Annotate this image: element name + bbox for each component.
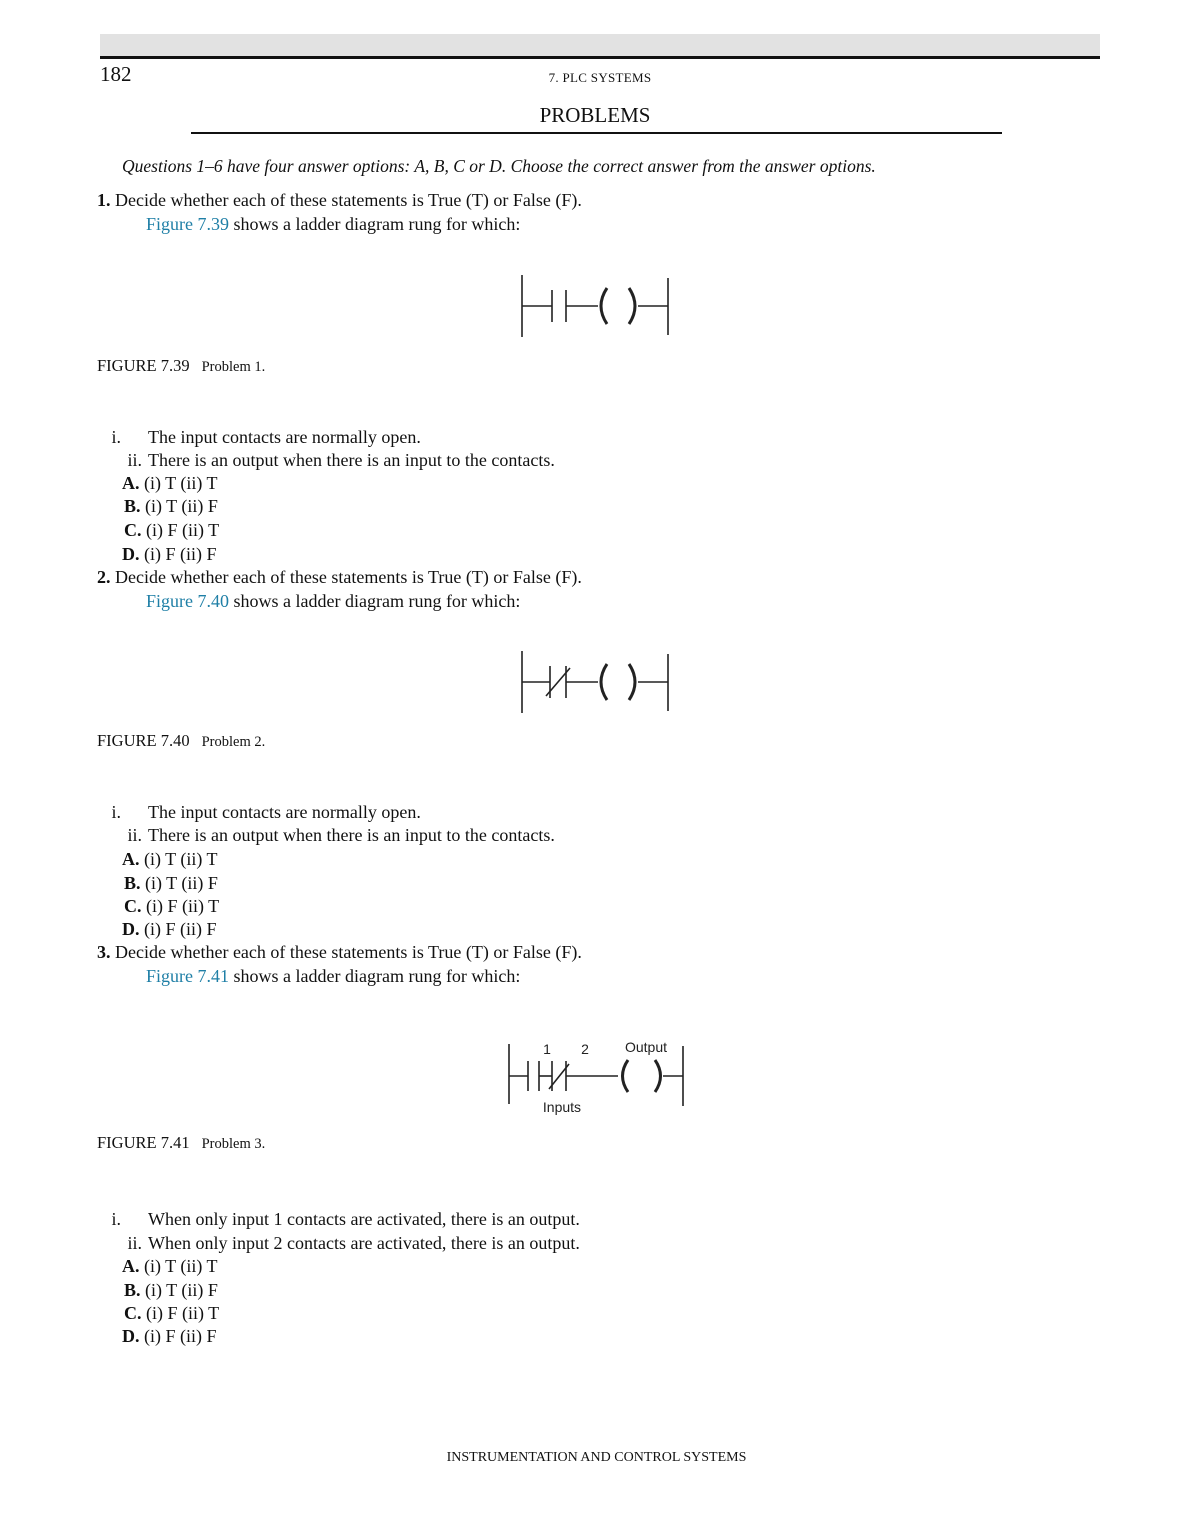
question-number: 1. bbox=[97, 190, 111, 210]
diagram-label-input-1: 1 bbox=[543, 1041, 551, 1057]
ladder-diagram-7-39 bbox=[510, 270, 680, 342]
chapter-title: 7. PLC SYSTEMS bbox=[548, 70, 652, 85]
question-1-figure-line bbox=[146, 214, 520, 235]
coil-left-paren bbox=[601, 288, 607, 324]
statement-number: i. bbox=[111, 427, 121, 447]
section-rule bbox=[191, 132, 1002, 134]
caption-label: FIGURE 7.41 bbox=[97, 1133, 190, 1152]
question-stem-text: Decide whether each of these statements is True (T) or False (F). bbox=[115, 942, 582, 962]
question-3-figure-line bbox=[146, 966, 520, 987]
statement-text: The input contacts are normally open. bbox=[148, 802, 421, 822]
page-number: 182 bbox=[100, 62, 132, 86]
option-a: A. (i) T (ii) T bbox=[122, 849, 218, 869]
option-c: C. (i) F (ii) T bbox=[124, 1303, 220, 1323]
option-c: C. (i) F (ii) T bbox=[124, 896, 220, 916]
option-b: B. (i) T (ii) F bbox=[124, 873, 218, 893]
option-d: D. (i) F (ii) F bbox=[122, 919, 217, 939]
option-d: D. (i) F (ii) F bbox=[122, 1326, 217, 1346]
option-a: A. (i) T (ii) T bbox=[122, 1256, 218, 1276]
statement-number: i. bbox=[111, 1209, 121, 1229]
statement-text: When only input 1 contacts are activated, there is an output. bbox=[148, 1209, 580, 1229]
header-bar bbox=[100, 34, 1100, 56]
caption-text: Problem 3. bbox=[201, 1136, 266, 1152]
coil-right-paren bbox=[655, 1060, 661, 1092]
figure-7-40-link[interactable]: Figure 7.40 bbox=[146, 591, 229, 611]
statement-number: ii. bbox=[127, 825, 142, 845]
option-d: D. (i) F (ii) F bbox=[122, 544, 217, 564]
caption-7-40 bbox=[97, 731, 265, 751]
figure-7-39-link[interactable]: Figure 7.39 bbox=[146, 214, 229, 234]
caption-7-39 bbox=[97, 356, 265, 376]
coil-right-paren bbox=[629, 664, 635, 700]
header-rule bbox=[100, 56, 1100, 59]
figure-line-text: shows a ladder diagram rung for which: bbox=[233, 214, 521, 234]
caption-7-41 bbox=[97, 1133, 265, 1153]
ladder-diagram-7-41 bbox=[500, 1034, 700, 1120]
diagram-label-input-2: 2 bbox=[581, 1041, 589, 1057]
diagram-label-output: Output bbox=[624, 1039, 668, 1055]
statement-number: ii. bbox=[127, 1233, 142, 1253]
statement-text: The input contacts are normally open. bbox=[148, 427, 421, 447]
question-1-stem bbox=[97, 190, 582, 211]
option-b: B. (i) T (ii) F bbox=[124, 496, 218, 516]
caption-label: FIGURE 7.40 bbox=[97, 731, 190, 750]
question-stem-text: Decide whether each of these statements is True (T) or False (F). bbox=[115, 567, 582, 587]
diagram-label-inputs: Inputs bbox=[542, 1099, 582, 1115]
caption-text: Problem 1. bbox=[201, 359, 266, 375]
option-a: A. (i) T (ii) T bbox=[122, 473, 218, 493]
statement-text: There is an output when there is an input to the contacts. bbox=[148, 450, 555, 470]
coil-left-paren bbox=[601, 664, 607, 700]
coil-left-paren bbox=[623, 1060, 629, 1092]
option-c: C. (i) F (ii) T bbox=[124, 520, 220, 540]
caption-label: FIGURE 7.39 bbox=[97, 356, 190, 375]
option-b: B. (i) T (ii) F bbox=[124, 1280, 218, 1300]
question-3-stem bbox=[97, 942, 582, 963]
caption-text: Problem 2. bbox=[201, 734, 266, 750]
question-2-figure-line bbox=[146, 591, 520, 612]
running-footer: INSTRUMENTATION AND CONTROL SYSTEMS bbox=[446, 1450, 747, 1465]
question-number: 3. bbox=[97, 942, 111, 962]
intro-text: Questions 1–6 have four answer options: A, B, C or D. Choose the correct answer from the answer options. bbox=[122, 156, 876, 176]
section-title: PROBLEMS bbox=[539, 103, 651, 127]
figure-line-text: shows a ladder diagram rung for which: bbox=[233, 966, 521, 986]
statement-number: ii. bbox=[127, 450, 142, 470]
statement-text: There is an output when there is an input to the contacts. bbox=[148, 825, 555, 845]
question-2-stem bbox=[97, 567, 582, 588]
statement-number: i. bbox=[111, 802, 121, 822]
figure-7-41-link[interactable]: Figure 7.41 bbox=[146, 966, 229, 986]
question-stem-text: Decide whether each of these statements is True (T) or False (F). bbox=[115, 190, 582, 210]
ladder-diagram-7-40 bbox=[510, 646, 680, 718]
figure-line-text: shows a ladder diagram rung for which: bbox=[233, 591, 521, 611]
question-number: 2. bbox=[97, 567, 111, 587]
statement-text: When only input 2 contacts are activated, there is an output. bbox=[148, 1233, 580, 1253]
coil-right-paren bbox=[629, 288, 635, 324]
